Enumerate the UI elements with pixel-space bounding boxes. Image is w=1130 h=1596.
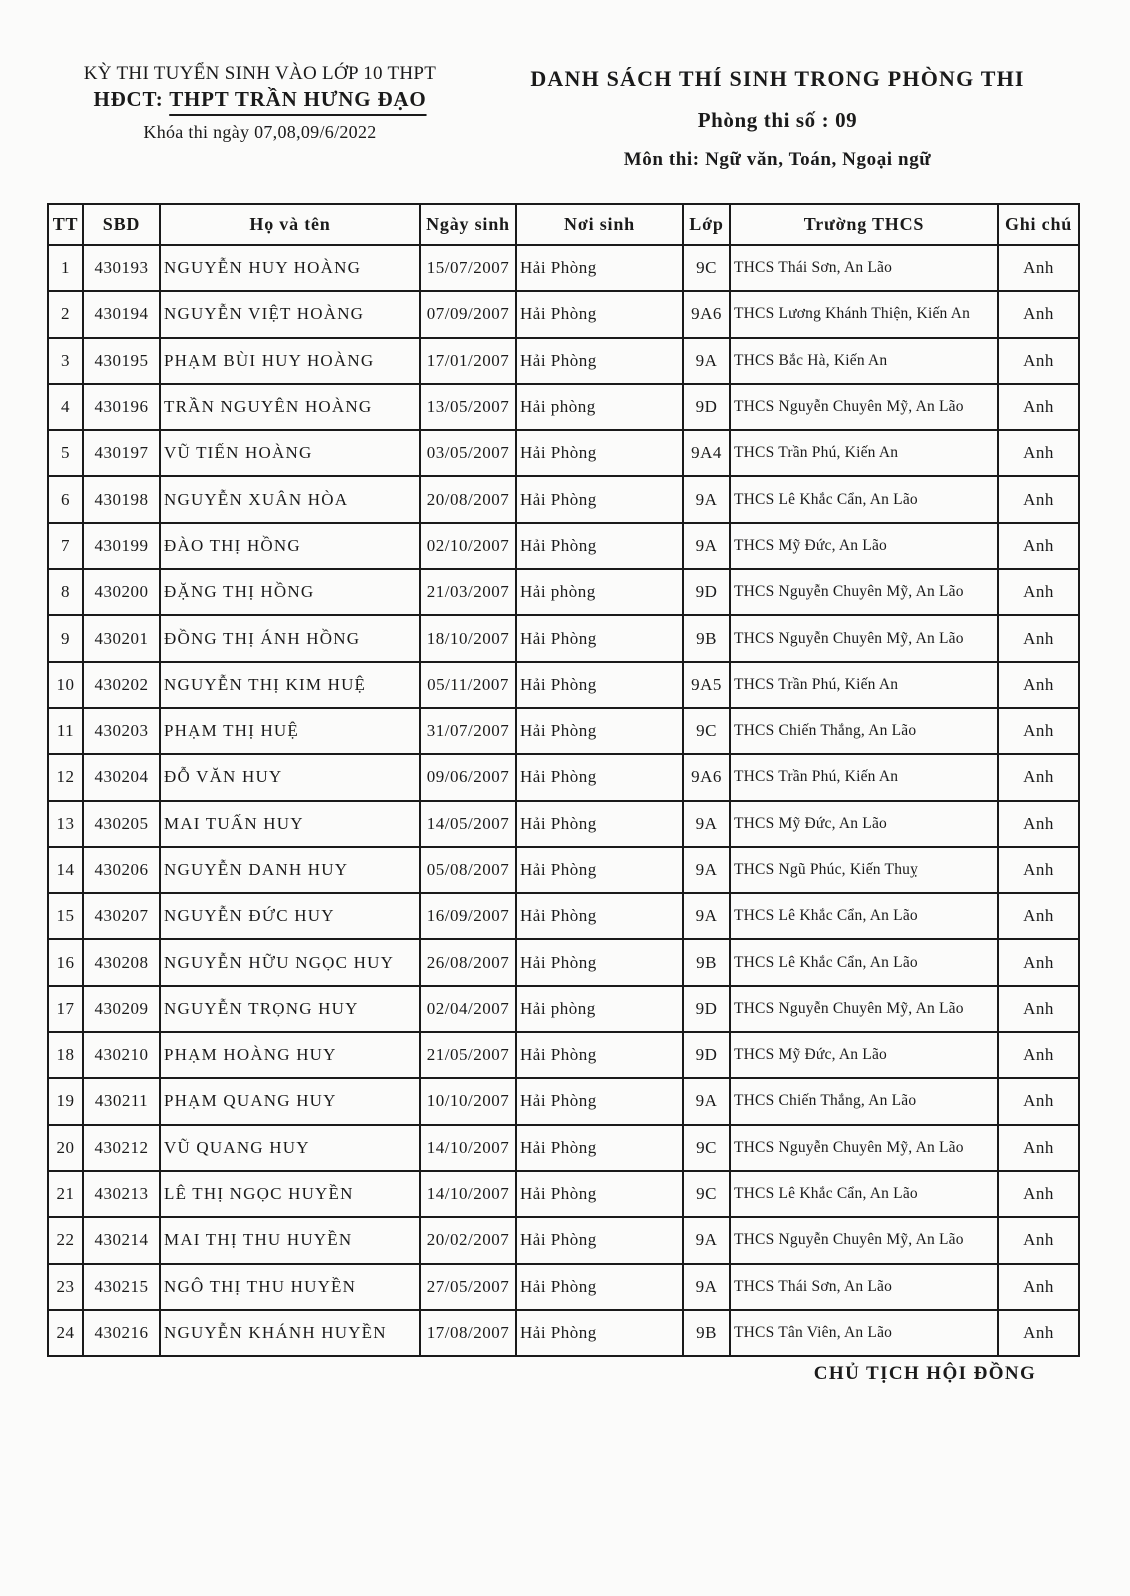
cell-name: NGUYỄN VIỆT HOÀNG xyxy=(160,291,420,337)
cell-note: Anh xyxy=(998,1217,1079,1263)
cell-birthplace: Hải Phòng xyxy=(516,1078,683,1124)
cell-birthplace: Hải Phòng xyxy=(516,662,683,708)
cell-sbd: 430201 xyxy=(83,615,160,661)
cell-class: 9B xyxy=(683,1310,730,1356)
cell-tt: 1 xyxy=(48,245,83,291)
exam-name: KỲ THI TUYỂN SINH VÀO LỚP 10 THPT xyxy=(83,63,437,84)
cell-school: THCS Trần Phú, Kiến An xyxy=(730,662,998,708)
cell-sbd: 430210 xyxy=(83,1032,160,1078)
cell-class: 9A6 xyxy=(683,291,730,337)
col-header-name: Họ và tên xyxy=(160,204,420,245)
cell-note: Anh xyxy=(998,1078,1079,1124)
cell-school: THCS Mỹ Đức, An Lão xyxy=(730,523,998,569)
cell-note: Anh xyxy=(998,939,1079,985)
cell-note: Anh xyxy=(998,523,1079,569)
cell-name: MAI TUẤN HUY xyxy=(160,801,420,847)
cell-class: 9C xyxy=(683,1125,730,1171)
cell-name: PHẠM QUANG HUY xyxy=(160,1078,420,1124)
cell-name: NGUYỄN DANH HUY xyxy=(160,847,420,893)
cell-dob: 14/10/2007 xyxy=(420,1171,516,1217)
cell-birthplace: Hải Phòng xyxy=(516,801,683,847)
cell-tt: 23 xyxy=(48,1264,83,1310)
cell-school: THCS Nguyễn Chuyên Mỹ, An Lão xyxy=(730,1125,998,1171)
cell-sbd: 430212 xyxy=(83,1125,160,1171)
cell-birthplace: Hải Phòng xyxy=(516,1264,683,1310)
cell-dob: 15/07/2007 xyxy=(420,245,516,291)
council-name xyxy=(40,86,480,112)
cell-class: 9A xyxy=(683,893,730,939)
cell-birthplace: Hải Phòng xyxy=(516,847,683,893)
cell-name: NGUYỄN ĐỨC HUY xyxy=(160,893,420,939)
cell-dob: 05/11/2007 xyxy=(420,662,516,708)
cell-note: Anh xyxy=(998,291,1079,337)
cell-class: 9D xyxy=(683,986,730,1032)
cell-birthplace: Hải Phòng xyxy=(516,939,683,985)
cell-sbd: 430209 xyxy=(83,986,160,1032)
cell-dob: 21/05/2007 xyxy=(420,1032,516,1078)
table-row xyxy=(48,754,1079,800)
cell-tt: 22 xyxy=(48,1217,83,1263)
cell-tt: 17 xyxy=(48,986,83,1032)
cell-sbd: 430205 xyxy=(83,801,160,847)
table-row xyxy=(48,893,1079,939)
cell-tt: 9 xyxy=(48,615,83,661)
cell-tt: 16 xyxy=(48,939,83,985)
cell-class: 9A xyxy=(683,801,730,847)
cell-tt: 2 xyxy=(48,291,83,337)
table-row xyxy=(48,986,1079,1032)
cell-class: 9D xyxy=(683,1032,730,1078)
cell-name: MAI THỊ THU HUYỀN xyxy=(160,1217,420,1263)
col-header-class: Lớp xyxy=(683,204,730,245)
cell-birthplace: Hải Phòng xyxy=(516,1217,683,1263)
cell-school: THCS Mỹ Đức, An Lão xyxy=(730,801,998,847)
cell-class: 9B xyxy=(683,939,730,985)
cell-birthplace: Hải phòng xyxy=(516,569,683,615)
table-row xyxy=(48,1171,1079,1217)
cell-tt: 5 xyxy=(48,430,83,476)
cell-school: THCS Nguyễn Chuyên Mỹ, An Lão xyxy=(730,569,998,615)
cell-birthplace: Hải Phòng xyxy=(516,430,683,476)
cell-tt: 14 xyxy=(48,847,83,893)
candidate-table xyxy=(47,203,1080,1357)
cell-dob: 21/03/2007 xyxy=(420,569,516,615)
table-row xyxy=(48,1125,1079,1171)
cell-school: THCS Chiến Thắng, An Lão xyxy=(730,708,998,754)
cell-school: THCS Bắc Hà, Kiến An xyxy=(730,338,998,384)
cell-sbd: 430208 xyxy=(83,939,160,985)
cell-name: NGUYỄN HUY HOÀNG xyxy=(160,245,420,291)
council-school: THPT TRẦN HƯNG ĐẠO xyxy=(169,87,427,111)
cell-class: 9A xyxy=(683,1078,730,1124)
table-row xyxy=(48,569,1079,615)
cell-class: 9C xyxy=(683,245,730,291)
table-row xyxy=(48,1078,1079,1124)
cell-tt: 24 xyxy=(48,1310,83,1356)
table-row xyxy=(48,291,1079,337)
cell-dob: 07/09/2007 xyxy=(420,291,516,337)
cell-dob: 10/10/2007 xyxy=(420,1078,516,1124)
cell-class: 9A xyxy=(683,847,730,893)
cell-name: NGUYỄN KHÁNH HUYỀN xyxy=(160,1310,420,1356)
cell-sbd: 430216 xyxy=(83,1310,160,1356)
cell-birthplace: Hải Phòng xyxy=(516,523,683,569)
cell-sbd: 430198 xyxy=(83,476,160,522)
col-header-note: Ghi chú xyxy=(998,204,1079,245)
cell-note: Anh xyxy=(998,754,1079,800)
cell-class: 9A4 xyxy=(683,430,730,476)
cell-birthplace: Hải Phòng xyxy=(516,291,683,337)
cell-note: Anh xyxy=(998,708,1079,754)
cell-birthplace: Hải Phòng xyxy=(516,893,683,939)
cell-tt: 12 xyxy=(48,754,83,800)
table-row xyxy=(48,847,1079,893)
cell-school: THCS Lê Khắc Cẩn, An Lão xyxy=(730,476,998,522)
cell-school: THCS Nguyễn Chuyên Mỹ, An Lão xyxy=(730,986,998,1032)
cell-dob: 16/09/2007 xyxy=(420,893,516,939)
table-row xyxy=(48,245,1079,291)
cell-school: THCS Chiến Thắng, An Lão xyxy=(730,1078,998,1124)
cell-class: 9A xyxy=(683,523,730,569)
cell-dob: 26/08/2007 xyxy=(420,939,516,985)
cell-note: Anh xyxy=(998,430,1079,476)
cell-sbd: 430204 xyxy=(83,754,160,800)
cell-note: Anh xyxy=(998,893,1079,939)
cell-birthplace: Hải Phòng xyxy=(516,615,683,661)
cell-birthplace: Hải Phòng xyxy=(516,245,683,291)
cell-sbd: 430195 xyxy=(83,338,160,384)
cell-name: ĐẶNG THỊ HỒNG xyxy=(160,569,420,615)
table-row xyxy=(48,615,1079,661)
cell-birthplace: Hải Phòng xyxy=(516,754,683,800)
cell-dob: 17/01/2007 xyxy=(420,338,516,384)
cell-tt: 21 xyxy=(48,1171,83,1217)
col-header-tt: TT xyxy=(48,204,83,245)
cell-birthplace: Hải Phòng xyxy=(516,1125,683,1171)
cell-class: 9D xyxy=(683,384,730,430)
cell-dob: 20/08/2007 xyxy=(420,476,516,522)
cell-sbd: 430202 xyxy=(83,662,160,708)
cell-class: 9A xyxy=(683,476,730,522)
cell-name: VŨ TIẾN HOÀNG xyxy=(160,430,420,476)
cell-name: LÊ THỊ NGỌC HUYỀN xyxy=(160,1171,420,1217)
table-row xyxy=(48,939,1079,985)
cell-dob: 17/08/2007 xyxy=(420,1310,516,1356)
cell-note: Anh xyxy=(998,986,1079,1032)
cell-note: Anh xyxy=(998,847,1079,893)
cell-name: ĐÀO THỊ HỒNG xyxy=(160,523,420,569)
cell-school: THCS Mỹ Đức, An Lão xyxy=(730,1032,998,1078)
table-row xyxy=(48,1032,1079,1078)
cell-sbd: 430203 xyxy=(83,708,160,754)
cell-tt: 10 xyxy=(48,662,83,708)
cell-note: Anh xyxy=(998,245,1079,291)
cell-note: Anh xyxy=(998,1171,1079,1217)
cell-school: THCS Trần Phú, Kiến An xyxy=(730,430,998,476)
table-row xyxy=(48,801,1079,847)
cell-name: PHẠM BÙI HUY HOÀNG xyxy=(160,338,420,384)
cell-name: NGUYỄN TRỌNG HUY xyxy=(160,986,420,1032)
cell-note: Anh xyxy=(998,338,1079,384)
cell-class: 9D xyxy=(683,569,730,615)
cell-tt: 19 xyxy=(48,1078,83,1124)
cell-tt: 15 xyxy=(48,893,83,939)
cell-name: PHẠM THỊ HUỆ xyxy=(160,708,420,754)
cell-birthplace: Hải Phòng xyxy=(516,1171,683,1217)
cell-school: THCS Thái Sơn, An Lão xyxy=(730,245,998,291)
cell-name: TRẦN NGUYÊN HOÀNG xyxy=(160,384,420,430)
signature-title: CHỦ TỊCH HỘI ĐỒNG xyxy=(813,1363,1037,1384)
cell-school: THCS Lê Khắc Cẩn, An Lão xyxy=(730,893,998,939)
cell-name: ĐỖ VĂN HUY xyxy=(160,754,420,800)
cell-tt: 18 xyxy=(48,1032,83,1078)
cell-name: NGUYỄN XUÂN HÒA xyxy=(160,476,420,522)
exam-dates: Khóa thi ngày 07,08,09/6/2022 xyxy=(143,122,377,142)
document-header xyxy=(500,64,1055,171)
cell-class: 9A5 xyxy=(683,662,730,708)
cell-dob: 09/06/2007 xyxy=(420,754,516,800)
col-header-school: Trường THCS xyxy=(730,204,998,245)
cell-sbd: 430214 xyxy=(83,1217,160,1263)
cell-tt: 7 xyxy=(48,523,83,569)
cell-class: 9B xyxy=(683,615,730,661)
cell-tt: 11 xyxy=(48,708,83,754)
table-row xyxy=(48,384,1079,430)
cell-dob: 13/05/2007 xyxy=(420,384,516,430)
cell-class: 9A xyxy=(683,338,730,384)
cell-dob: 18/10/2007 xyxy=(420,615,516,661)
cell-note: Anh xyxy=(998,615,1079,661)
cell-birthplace: Hải Phòng xyxy=(516,1310,683,1356)
cell-sbd: 430213 xyxy=(83,1171,160,1217)
exam-subjects: Môn thi: Ngữ văn, Toán, Ngoại ngữ xyxy=(623,149,932,170)
cell-dob: 31/07/2007 xyxy=(420,708,516,754)
cell-dob: 03/05/2007 xyxy=(420,430,516,476)
cell-dob: 27/05/2007 xyxy=(420,1264,516,1310)
table-row xyxy=(48,1217,1079,1263)
cell-sbd: 430211 xyxy=(83,1078,160,1124)
cell-dob: 05/08/2007 xyxy=(420,847,516,893)
cell-note: Anh xyxy=(998,1125,1079,1171)
cell-note: Anh xyxy=(998,384,1079,430)
table-row xyxy=(48,1310,1079,1356)
table-row xyxy=(48,1264,1079,1310)
cell-note: Anh xyxy=(998,662,1079,708)
cell-birthplace: Hải Phòng xyxy=(516,1032,683,1078)
cell-school: THCS Lê Khắc Cẩn, An Lão xyxy=(730,1171,998,1217)
cell-dob: 14/05/2007 xyxy=(420,801,516,847)
cell-school: THCS Lê Khắc Cẩn, An Lão xyxy=(730,939,998,985)
cell-tt: 8 xyxy=(48,569,83,615)
cell-name: VŨ QUANG HUY xyxy=(160,1125,420,1171)
cell-birthplace: Hải Phòng xyxy=(516,708,683,754)
cell-school: THCS Ngũ Phúc, Kiến Thuỵ xyxy=(730,847,998,893)
cell-class: 9A xyxy=(683,1217,730,1263)
cell-school: THCS Nguyễn Chuyên Mỹ, An Lão xyxy=(730,1217,998,1263)
cell-class: 9A xyxy=(683,1264,730,1310)
document-title: DANH SÁCH THÍ SINH TRONG PHÒNG THI xyxy=(530,66,1025,91)
cell-sbd: 430199 xyxy=(83,523,160,569)
cell-birthplace: Hải Phòng xyxy=(516,476,683,522)
col-header-birthplace: Nơi sinh xyxy=(516,204,683,245)
cell-class: 9A6 xyxy=(683,754,730,800)
cell-sbd: 430196 xyxy=(83,384,160,430)
cell-note: Anh xyxy=(998,801,1079,847)
cell-tt: 3 xyxy=(48,338,83,384)
cell-sbd: 430207 xyxy=(83,893,160,939)
cell-name: ĐỒNG THỊ ÁNH HỒNG xyxy=(160,615,420,661)
cell-sbd: 430200 xyxy=(83,569,160,615)
cell-note: Anh xyxy=(998,1032,1079,1078)
cell-name: NGUYỄN THỊ KIM HUỆ xyxy=(160,662,420,708)
cell-name: NGÔ THỊ THU HUYỀN xyxy=(160,1264,420,1310)
cell-sbd: 430215 xyxy=(83,1264,160,1310)
cell-birthplace: Hải phòng xyxy=(516,384,683,430)
cell-dob: 20/02/2007 xyxy=(420,1217,516,1263)
cell-school: THCS Lương Khánh Thiện, Kiến An xyxy=(730,291,998,337)
table-row xyxy=(48,662,1079,708)
cell-note: Anh xyxy=(998,1264,1079,1310)
cell-sbd: 430206 xyxy=(83,847,160,893)
cell-sbd: 430193 xyxy=(83,245,160,291)
cell-tt: 20 xyxy=(48,1125,83,1171)
cell-dob: 14/10/2007 xyxy=(420,1125,516,1171)
table-row xyxy=(48,430,1079,476)
cell-sbd: 430197 xyxy=(83,430,160,476)
cell-school: THCS Tân Viên, An Lão xyxy=(730,1310,998,1356)
cell-school: THCS Thái Sơn, An Lão xyxy=(730,1264,998,1310)
council-prefix: HĐCT: xyxy=(93,87,170,111)
cell-name: PHẠM HOÀNG HUY xyxy=(160,1032,420,1078)
cell-school: THCS Trần Phú, Kiến An xyxy=(730,754,998,800)
cell-tt: 13 xyxy=(48,801,83,847)
cell-note: Anh xyxy=(998,476,1079,522)
issuer-header xyxy=(40,62,480,143)
cell-birthplace: Hải phòng xyxy=(516,986,683,1032)
table-row xyxy=(48,476,1079,522)
cell-class: 9C xyxy=(683,1171,730,1217)
col-header-sbd: SBD xyxy=(83,204,160,245)
cell-tt: 4 xyxy=(48,384,83,430)
table-row xyxy=(48,338,1079,384)
cell-dob: 02/04/2007 xyxy=(420,986,516,1032)
cell-dob: 02/10/2007 xyxy=(420,523,516,569)
cell-sbd: 430194 xyxy=(83,291,160,337)
cell-note: Anh xyxy=(998,569,1079,615)
col-header-dob: Ngày sinh xyxy=(420,204,516,245)
cell-class: 9C xyxy=(683,708,730,754)
cell-school: THCS Nguyễn Chuyên Mỹ, An Lão xyxy=(730,615,998,661)
cell-birthplace: Hải Phòng xyxy=(516,338,683,384)
cell-tt: 6 xyxy=(48,476,83,522)
exam-room: Phòng thi số : 09 xyxy=(697,108,858,132)
table-row xyxy=(48,708,1079,754)
table-row xyxy=(48,523,1079,569)
cell-name: NGUYỄN HỮU NGỌC HUY xyxy=(160,939,420,985)
cell-school: THCS Nguyễn Chuyên Mỹ, An Lão xyxy=(730,384,998,430)
table-header-row xyxy=(48,204,1079,245)
cell-note: Anh xyxy=(998,1310,1079,1356)
